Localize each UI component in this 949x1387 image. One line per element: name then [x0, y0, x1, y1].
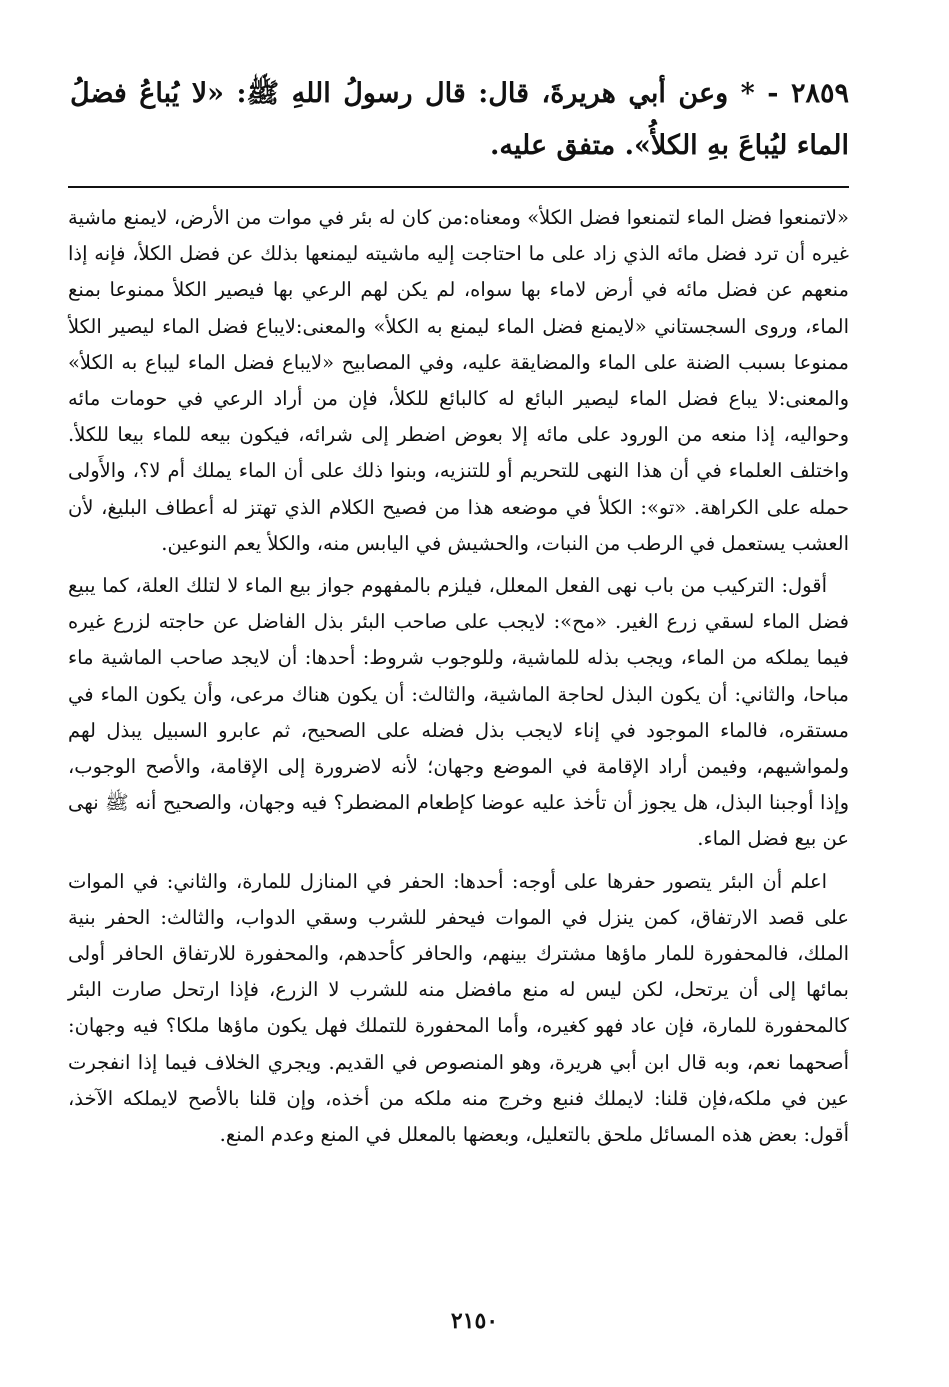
- commentary-paragraph-2: أقول: التركيب من باب نهى الفعل المعلل، فيلزم بالمفهوم جواز بيع الماء لا لتلك العلة، كما يبيع فضل الماء لسقي زرع الغير. «مح»: لايجب على صاحب البئر بذل الفاضل عن حاجته لزرع غيره فيما يملكه من الماء، ويجب بذله للماشية، وللوجوب شروط: أحدها: أن لايجد صاحب الماشية ماء مباحا، والثاني: أن يكون البذل لحاجة الماشية، والثالث: أن يكون هناك مرعى، وأن يكون الماء في مستقره، فالماء الموجود في إناء لايجب بذل فضله على الصحيح، ثم عابرو السبيل يبذل لهم ولمواشيهم، وفيمن أراد الإقامة في الموضع وجهان؛ لأنه لاضرورة إلى الإقامة، والأصح الوجوب، وإذا أوجبنا البذل، هل يجوز أن تأخذ عليه عوضا كإطعام المضطر؟ فيه وجهان، والصحيح أنه ﷺ نهى عن بيع فضل الماء.: [68, 574, 849, 851]
- commentary: [68, 200, 849, 1159]
- commentary-paragraph-1: «لاتمنعوا فضل الماء لتمنعوا فضل الكلأ» ومعناه:من كان له بئر في موات من الأرض، لايمنع ماشية غيره أن ترد فضل مائه الذي زاد على ما احتاجت إليه ماشيته ليمنعها بذلك عن فضل الكلأ، فإنه إذا منعهم عن فضل مائه في أرض لاماء بها سواه، لم يكن لهم الرعي بها فيصير الكلأ ممنوعا بمنع الماء، وروى السجستاني «لايمنع فضل الماء ليمنع به الكلأ» والمعنى:لايباع فضل الماء ليصير الكلأ ممنوعا بسبب الضنة على الماء والمضايقة عليه، وفي المصابيح «لايباع فضل الماء ليباع به الكلأ» والمعنى:لا يباع فضل الماء ليصير البائع له كالبائع للكلأ، فإن من أراد الرعي في حومات مائه وحواليه، إذا منعه من الورود على مائه إلا بعوض اضطر إلى شرائه، فيكون بيعه للماء بيعا للكلأ. واختلف العلماء في أن هذا النهى للتحريم أو للتنزيه، وبنوا ذلك على أن الماء يملك أم لا؟، والأَولى حمله على الكراهة. «تو»: الكلأ في موضعه هذا من فصيح الكلام الذي تهتز له أعطاف البليغ، لأن العشب يستعمل في الرطب من النبات، والحشيش في اليابس منه، والكلأ يعم النوعين.: [68, 206, 849, 555]
- commentary-paragraph-3: اعلم أن البئر يتصور حفرها على أوجه: أحدها: الحفر في المنازل للمارة، والثاني: في الموات على قصد الارتفاق، كمن ينزل في الموات فيحفر للشرب وسقي الدواب، والثالث: الحفر بنية الملك، فالمحفورة للمار ماؤها مشترك بينهم، والحافر كأحدهم، والمحفورة للارتفاق الحافر أولى بمائها إلى أن يرتحل، لكن ليس له منع مافضل منه للشرب لا الزرع، فإذا ارتحل صارت البئر كالمحفورة للمارة، فإن عاد فهو كغيره، وأما المحفورة للتملك فهل يكون ماؤها ملكا؟ فيه وجهان: أصحهما نعم، وبه قال ابن أبي هريرة، وهو المنصوص في القديم. ويجري الخلاف فيما إذا انفجرت عين في ملكه،فإن قلنا: لايملك فنبع وخرج منه ملكه من أخذه، وإن قلنا بالأصح لايملكه الآخذ، أقول: بعض هذه المسائل ملحق بالتعليل، وبعضها بالمعلل في المنع وعدم المنع.: [68, 869, 849, 1147]
- page-number: ٢١٥٠: [450, 1308, 499, 1334]
- hadith-text: ٢٨٥٩ - * وعن أبي هريرةَ، قال: قال رسولُ اللهِ ﷺ: «لا يُباعُ فضلُ الماء ليُباعَ بهِ الكلأُ». متفق عليه.: [70, 78, 849, 161]
- section-divider: [68, 186, 849, 188]
